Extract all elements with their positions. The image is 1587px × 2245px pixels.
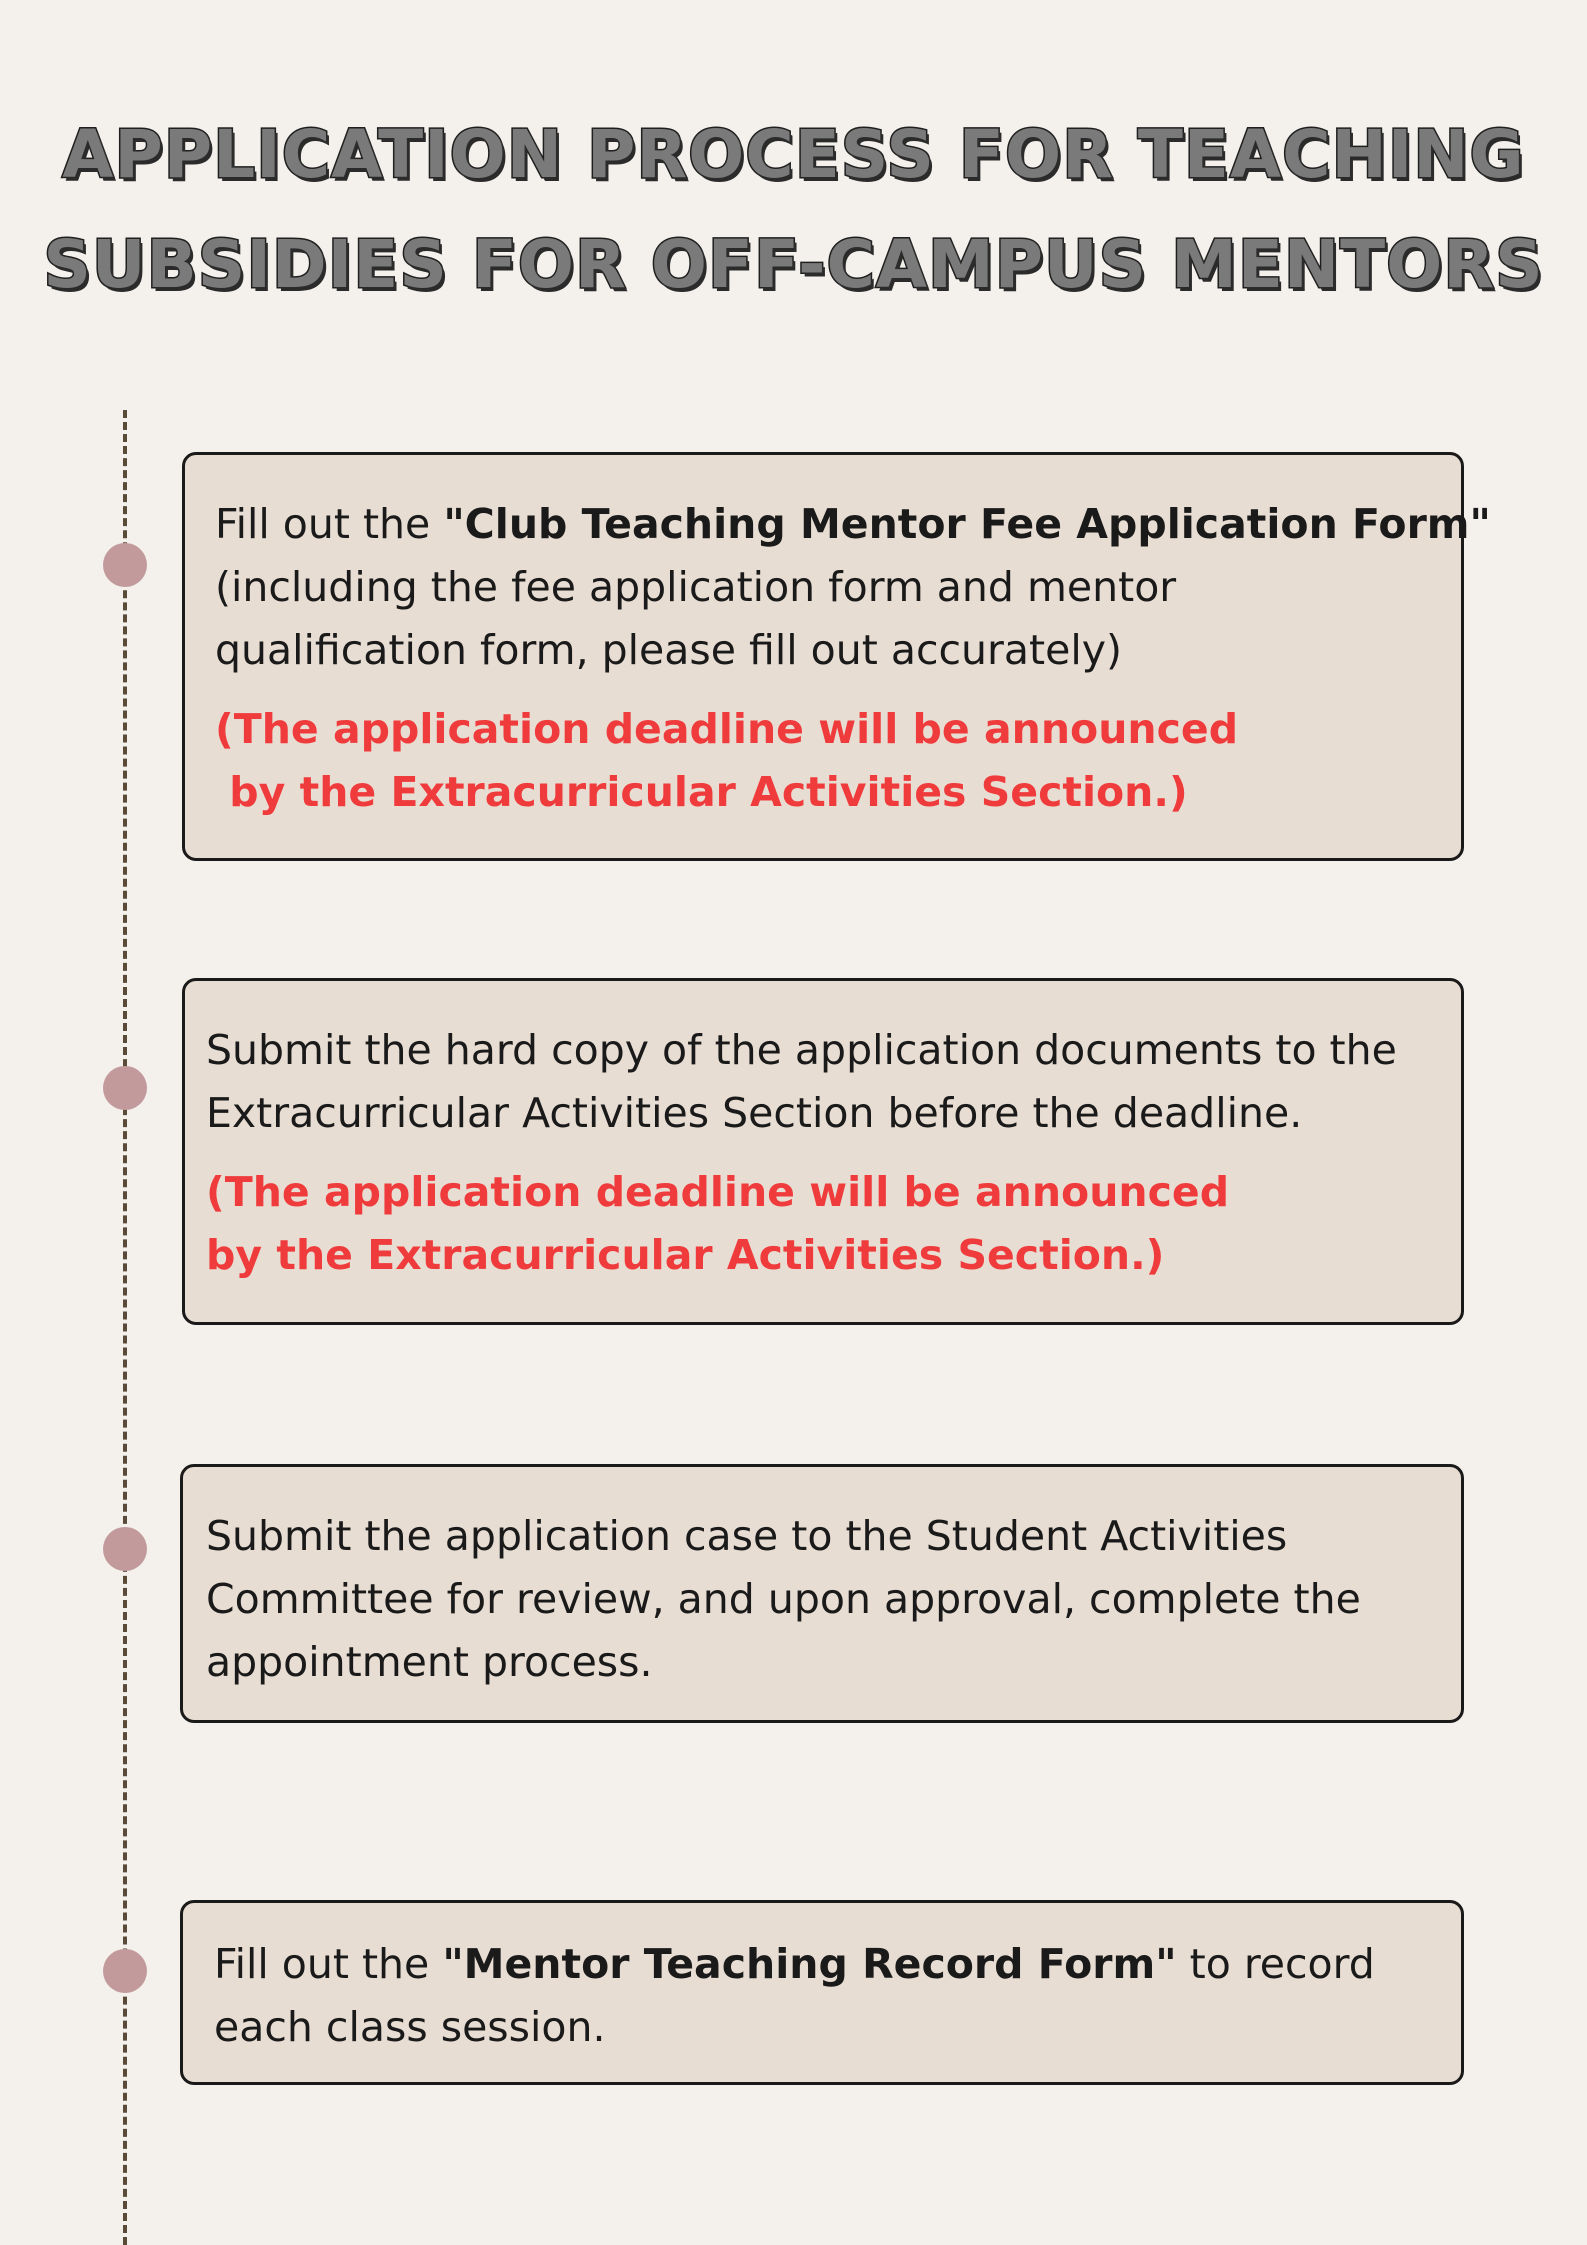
step-card-3 — [180, 1464, 1464, 1723]
step-1-text — [215, 493, 1491, 682]
timeline-dot-1 — [103, 543, 147, 587]
step-card-1 — [182, 452, 1491, 861]
step-3-line-3: appointment process. — [206, 1638, 653, 1686]
step-4-line-2: each class session. — [214, 2003, 606, 2051]
step-1-line-3: qualification form, please fill out accurately) — [215, 626, 1122, 674]
step-1-prefix: Fill out the — [215, 500, 444, 548]
step-4-form-name: "Mentor Teaching Record Form" — [442, 1940, 1177, 1988]
step-4-line-1 — [214, 1933, 1441, 1996]
step-4-suffix: to record — [1176, 1940, 1375, 1988]
step-1-form-name: "Club Teaching Mentor Fee Application Form" — [443, 500, 1491, 548]
step-2-text — [206, 1019, 1441, 1145]
step-4-text — [214, 1933, 1441, 2059]
page-title — [0, 100, 1587, 320]
step-1-note-line-2: by the Extracurricular Activities Section.) — [215, 768, 1188, 816]
page-title-line-1: APPLICATION PROCESS FOR TEACHING — [62, 116, 1525, 193]
step-card-2 — [182, 978, 1464, 1325]
step-3-text — [206, 1505, 1441, 1694]
step-card-4 — [180, 1900, 1464, 2085]
step-2-note-line-1: (The application deadline will be announced — [206, 1168, 1230, 1216]
step-4-prefix: Fill out the — [214, 1940, 443, 1988]
step-1-line-2: (including the fee application form and mentor — [215, 563, 1177, 611]
page-title-line-2: SUBSIDIES FOR OFF-CAMPUS MENTORS — [43, 226, 1544, 303]
step-1-deadline-note — [215, 698, 1441, 824]
timeline-dot-3 — [103, 1527, 147, 1571]
step-3-line-1: Submit the application case to the Student Activities — [206, 1512, 1288, 1560]
step-2-line-1: Submit the hard copy of the application documents to the — [206, 1026, 1397, 1074]
step-2-note-line-2: by the Extracurricular Activities Section.) — [206, 1231, 1165, 1279]
step-1-line-1 — [215, 493, 1491, 556]
timeline-dot-4 — [103, 1949, 147, 1993]
step-2-line-2: Extracurricular Activities Section before the deadline. — [206, 1089, 1303, 1137]
timeline-dot-2 — [103, 1066, 147, 1110]
step-3-line-2: Committee for review, and upon approval, complete the — [206, 1575, 1361, 1623]
step-1-note-line-1: (The application deadline will be announced — [215, 705, 1239, 753]
step-2-deadline-note — [206, 1161, 1441, 1287]
